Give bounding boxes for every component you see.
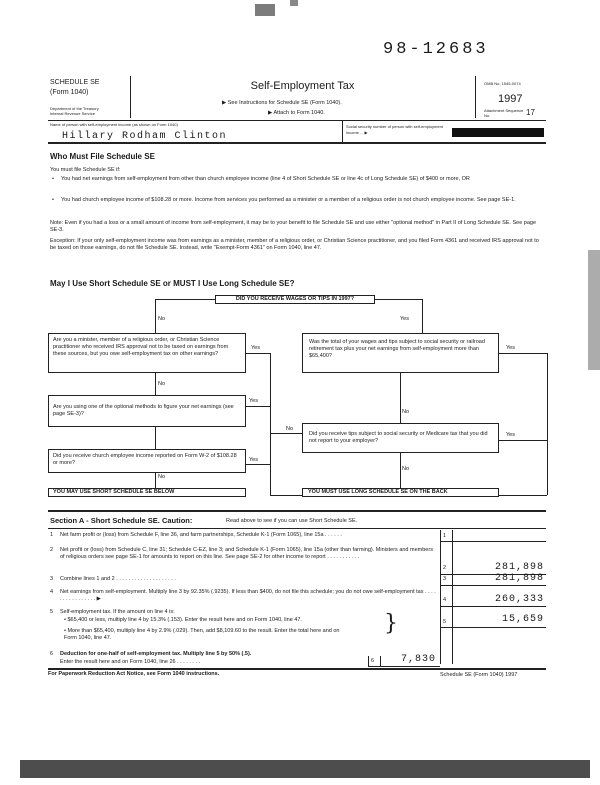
line-3-number: 3 [50,576,54,582]
scan-edge-bottom [20,760,590,778]
yes-label: Yes [506,345,515,351]
no-label: No [158,474,166,480]
church-income-question: Did you receive church employee income reported on Form W-2 of $108.28 or more? [48,449,246,473]
form-label: (Form 1040) [50,89,89,96]
yes-label: Yes [249,398,258,404]
section-a-caution: Read above to see if you can use Short Schedule SE. [226,518,358,524]
line-2-box-number: 2 [443,565,447,571]
who-must-file-bullet-1: You had net earnings from self-employment from other than church employee income (line 4 of Short Schedule SE or line 4c of Long Schedule SE) of $400 or more, OR [61,176,470,182]
irs-label: Internal Revenue Service [50,111,95,116]
unreported-tips-question: Did you receive tips subject to social security or Medicare tax that you did not report to your employer? [302,423,499,453]
yes-label: Yes [251,345,260,351]
wages-question: DID YOU RECEIVE WAGES OR TIPS IN 1997? [215,295,375,304]
brace-icon: } [384,611,398,636]
department-label: Department of the Treasury [50,106,99,111]
line-6-description: Deduction for one-half of self-employment tax. Multiply line 5 by 50% (.5). [60,651,252,657]
paperwork-notice: For Paperwork Reduction Act Notice, see Form 1040 instructions. [48,671,220,677]
form-title: Self-Employment Tax [250,80,355,92]
line-1-description: Net farm profit or (loss) from Schedule F, line 36, and farm partnerships, Schedule K-1 (Form 1065), line 15a . . . . . . [60,532,342,538]
name-label: Name of person with self-employment income (as shown on Form 1040) [50,122,178,127]
bullet-icon: • [52,197,54,203]
line-4-description: Net earnings from self-employment. Multiply line 3 by 92.35% (.9235). If less than $400, do not file this schedule; you do not owe self-employment tax . . . . . . . . . . . . . . . . ▶ [60,589,436,602]
line-2-description: Net profit or (loss) from Schedule C, line 31; Schedule C-EZ, line 3; and Schedule K-1 (Form 1065), line 15a (other than farming). Ministers and members of religious orders see page SE-1 for amounts to report on this line. See page SE-2 for other income to report . . . . . . . . . . . [60,547,433,560]
no-label: No [158,381,166,387]
line-5-amount: 15,659 [501,614,544,625]
sequence-number: 17 [526,108,535,117]
line-3-description: Combine lines 1 and 2 . . . . . . . . . . . . . . . . . . . . [60,576,176,582]
who-must-file-bullet-2: You had church employee income of $108.28 or more. Income from services you performed as a minister or a member of a religious order is not church employee income. See page SE-1. [61,197,516,203]
line-1-box-number: 1 [443,533,447,539]
short-schedule-result: YOU MAY USE SHORT SCHEDULE SE BELOW [48,488,246,497]
line-3-box-number: 3 [443,576,447,582]
no-label: No [402,409,410,415]
attach-note: ▶ Attach to Form 1040. [268,110,325,116]
minister-question: Are you a minister, member of a religious order, or Christian Science practitioner who received IRS approval not to be taxed on earnings from these sources, but you owe self-employment tax on other earnings? [48,333,246,373]
line-5-description: Self-employment tax. If the amount on line 4 is: [60,609,175,615]
yes-label: Yes [249,457,258,463]
yes-label: Yes [400,316,409,322]
document-number: 98-12683 [383,40,489,59]
line-5-option-a: • $65,400 or less, multiply line 4 by 15.3% (.153). Enter the result here and on Form 1040, line 47. [64,617,302,623]
line-4-box-number: 4 [443,597,447,603]
line-3-amount: 281,898 [494,573,544,584]
line-5-option-b: • More than $65,400, multiply line 4 by 2.9% (.029). Then, add $8,109.60 to the result. Enter the total here and on Form 1040, line 47. [64,628,340,641]
form-footer-id: Schedule SE (Form 1040) 1997 [440,672,518,678]
no-label: No [158,316,166,322]
flowchart-heading: May I Use Short Schedule SE or MUST I Use Long Schedule SE? [50,279,295,288]
line-6-enter-note: Enter the result here and on Form 1040, line 26 . . . . . . . . [60,659,201,665]
exception-note: Exception: If your only self-employment income was from earnings as a minister, member of a religious order, or Christian Science practitioner, and you filed Form 4361 and received IRS approval not to be taxed on those earnings, do not file Schedule SE. Instead, write "Exempt-Form 4361" on Form 1040, line 47. [50,238,539,251]
scan-smudge [290,0,298,6]
tax-year: 1997 [498,93,523,105]
line-5-number: 5 [50,609,54,615]
total-earnings-question: Was the total of your wages and tips subject to social security or railroad retirement tax plus your net earnings from self-employment more than $65,400? [302,333,499,373]
line-1-number: 1 [50,532,54,538]
who-must-file-intro: You must file Schedule SE if: [50,167,121,173]
line-6-box-number: 6 [371,658,375,664]
bullet-icon: • [52,176,54,182]
scan-edge-right [588,250,600,370]
line-4-number: 4 [50,589,54,595]
no-label: No [402,466,410,472]
section-a-title: Section A - Short Schedule SE. Caution: [50,516,193,525]
taxpayer-name: Hillary Rodham Clinton [62,131,228,142]
optional-method-question: Are you using one of the optional methods to figure your net earnings (see page SE-3)? [48,395,246,427]
line-4-amount: 260,333 [494,594,544,605]
instructions-note: ▶ See Instructions for Schedule SE (Form 1040). [222,100,342,106]
schedule-label: SCHEDULE SE [50,79,100,86]
line-2-number: 2 [50,547,54,553]
who-must-file-heading: Who Must File Schedule SE [50,152,155,161]
attachment-label: Attachment Sequence No. [484,108,524,118]
optional-method-note: Note: Even if you had a loss or a small amount of income from self-employment, it may be to your benefit to file Schedule SE and use either "optional method" in Part II of Long Schedule SE. See page SE-3. [50,220,537,233]
line-2-amount: 281,898 [494,562,544,573]
yes-label: Yes [506,432,515,438]
line-6-number: 6 [50,651,54,657]
line-6-amount: 7,830 [400,654,436,665]
no-label: No [286,426,294,432]
omb-number: OMB No. 1545-0074 [484,81,521,86]
long-schedule-result: YOU MUST USE LONG SCHEDULE SE ON THE BACK [302,488,499,497]
scan-smudge [255,4,275,16]
line-5-box-number: 5 [443,619,447,625]
ssn-redacted-field [452,128,544,137]
ssn-label: Social security number of person with self-employment income . . ▶ [346,124,443,135]
